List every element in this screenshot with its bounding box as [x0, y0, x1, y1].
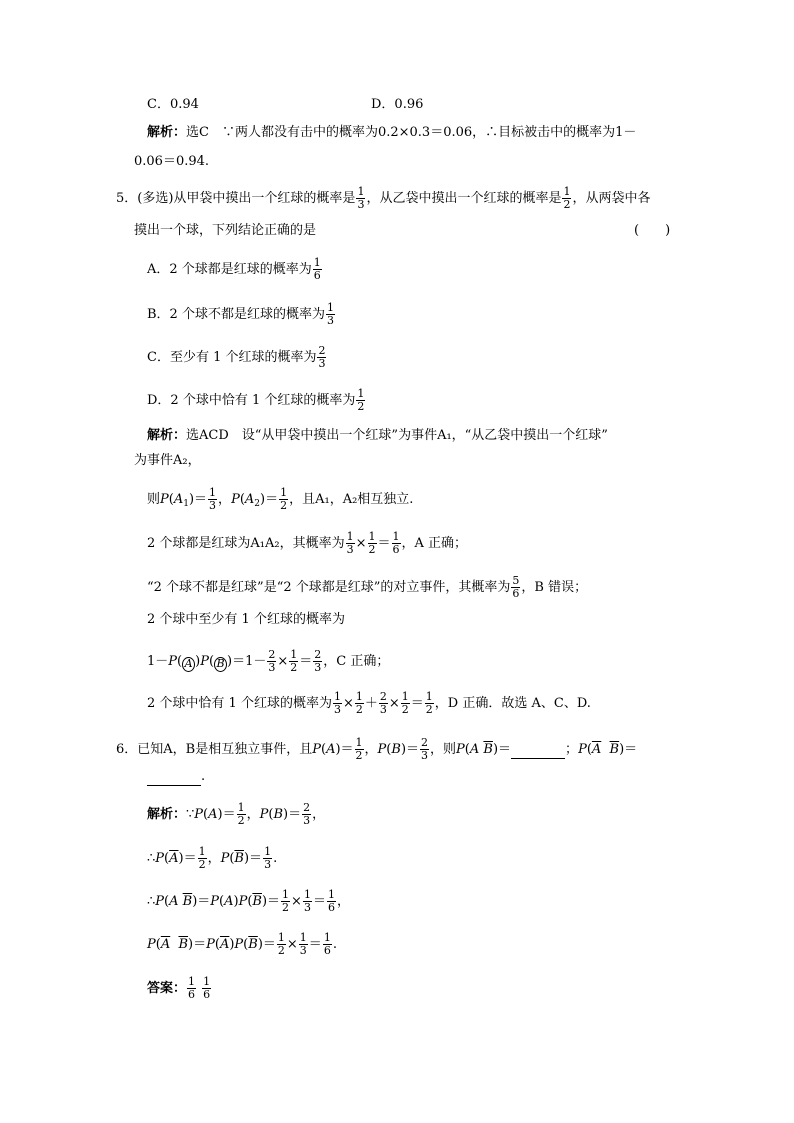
q5-solution-line2: 为事件A₂，	[134, 453, 201, 468]
q6-solution-line1: 解析：∵P(A)＝ $\frac{1}{2}$ ，P(B)＝ $\frac{2}{3}$ ，	[147, 801, 326, 827]
fraction-1-3: $\frac{1}{3}$	[357, 185, 365, 211]
q6-answer	[147, 976, 212, 1001]
q5-stem-line1	[116, 186, 650, 211]
q6-number: 6．	[116, 742, 138, 757]
q4-solution-line1	[147, 125, 636, 141]
q5-solution-line3: 则$P(A_1)=$ $\frac{1}{3}$ ，$P(A_2)=$ $\frac{1}{2}$ ，且A₁，A₂相互独立.	[147, 486, 414, 512]
q6-stem-line2: .	[147, 769, 205, 786]
answer-label: 答案：	[147, 981, 187, 996]
q5-option-a: A．2 个球都是红球的概率为 $\frac{1}{6}$	[147, 256, 321, 282]
answer-blank-2	[147, 769, 201, 786]
fraction-1-6: $\frac{1}{6}$	[313, 256, 321, 282]
q5-option-d: D．2 个球中恰有 1 个红球的概率为 $\frac{1}{2}$	[147, 387, 365, 413]
q6-stem-line1: 6．已知A，B是相互独立事件，且P(A)＝ $\frac{1}{2}$ ，P(B)＝ $\frac{2}{3}$ ，则P(A $\overline{B})=$ ；$P(\overline{A}$ $\overline{B})=$	[116, 736, 638, 762]
fraction-1-3: $\frac{1}{3}$	[209, 486, 217, 512]
q5-number: 5．	[116, 191, 138, 206]
fraction-5-6: $\frac{5}{6}$	[512, 574, 520, 600]
q5-stem-c: ，从两袋中各	[572, 191, 651, 206]
option-d: D．0.96	[371, 97, 424, 112]
q5-solution-line5: “2 个球不都是红球”是“2 个球都是红球”的对立事件，其概率为 $\frac{5}{6}$ ，B 错误；	[147, 574, 588, 600]
q5-option-c: C．至少有 1 个红球的概率为 $\frac{2}{3}$	[147, 344, 326, 370]
answer-1: $\frac{1}{6}$	[188, 975, 196, 1001]
q6-solution-line3: ∴P(A $\overline{B})=P(A)P(\overline{B})=$ $\frac{1}{2}$ × $\frac{1}{3}$ ＝ $\frac{1}{6}$ ，	[147, 888, 350, 914]
q5-solution-line7: 1－P( A )P( B )＝1－ $\frac{2}{3}$ × $\frac{1}{2}$ ＝ $\frac{2}{3}$ ，C 正确；	[147, 648, 390, 674]
q4-solution-line2: 0.06＝0.94.	[134, 154, 210, 169]
solution-label: 解析：	[147, 125, 187, 140]
solution-label: 解析：	[147, 428, 187, 443]
answer-blank-1	[511, 742, 565, 759]
fraction-1-3: $\frac{1}{3}$	[326, 301, 334, 327]
q5-solution-line4: 2 个球都是红球为A₁A₂，其概率为 $\frac{1}{3}$ × $\frac{1}{2}$ ＝ $\frac{1}{6}$ ，A 正确；	[147, 530, 468, 556]
q6-solution-line4: $P(\overline{A}$ $\overline{B})=P(\overline{A})P(\overline{B})=$ $\frac{1}{2}$ × $\frac{1}{3}$ ＝ $\frac{1}{6}$ .	[147, 931, 337, 957]
q4-solution-text: 选C ∵两人都没有击中的概率为0.2×0.3＝0.06，∴目标被击中的概率为1－	[186, 125, 637, 140]
solution-label: 解析：	[147, 807, 187, 822]
answer-2: $\frac{1}{6}$	[203, 975, 211, 1001]
q5-solution-line8: 2 个球中恰有 1 个红球的概率为 $\frac{1}{3}$ × $\frac{1}{2}$ ＋ $\frac{2}{3}$ × $\frac{1}{2}$ ＝ $\frac{1}{2}$ ，D 正确．故选 A、C、D.	[147, 690, 591, 716]
q5-solution-line1: 解析：选ACD 设“从甲袋中摸出一个红球”为事件A₁，“从乙袋中摸出一个红球”	[147, 428, 608, 443]
fraction-1-2: $\frac{1}{2}$	[280, 486, 288, 512]
q6-solution-line2: $\therefore P(\overline{A})=$ $\frac{1}{2}$ ，$P(\overline{B})=$ $\frac{1}{3}$ .	[147, 845, 278, 871]
fraction-2-3: $\frac{2}{3}$	[318, 344, 326, 370]
option-c: C．0.94	[147, 97, 199, 112]
q5-answer-bracket: ( )	[634, 223, 671, 238]
fraction-1-2: $\frac{1}{2}$	[357, 387, 365, 413]
fraction-1-2: $\frac{1}{2}$	[563, 185, 571, 211]
q5-option-b: B．2 个球不都是红球的概率为 $\frac{1}{3}$	[147, 301, 334, 327]
q5-stem-a: (多选)从甲袋中摸出一个红球的概率是	[137, 191, 356, 206]
q5-stem-b: ，从乙袋中摸出一个红球的概率是	[366, 191, 562, 206]
q5-solution-line6: 2 个球中至少有 1 个红球的概率为	[147, 612, 345, 627]
q5-stem-line2: 摸出一个球，下列结论正确的是	[134, 223, 317, 238]
